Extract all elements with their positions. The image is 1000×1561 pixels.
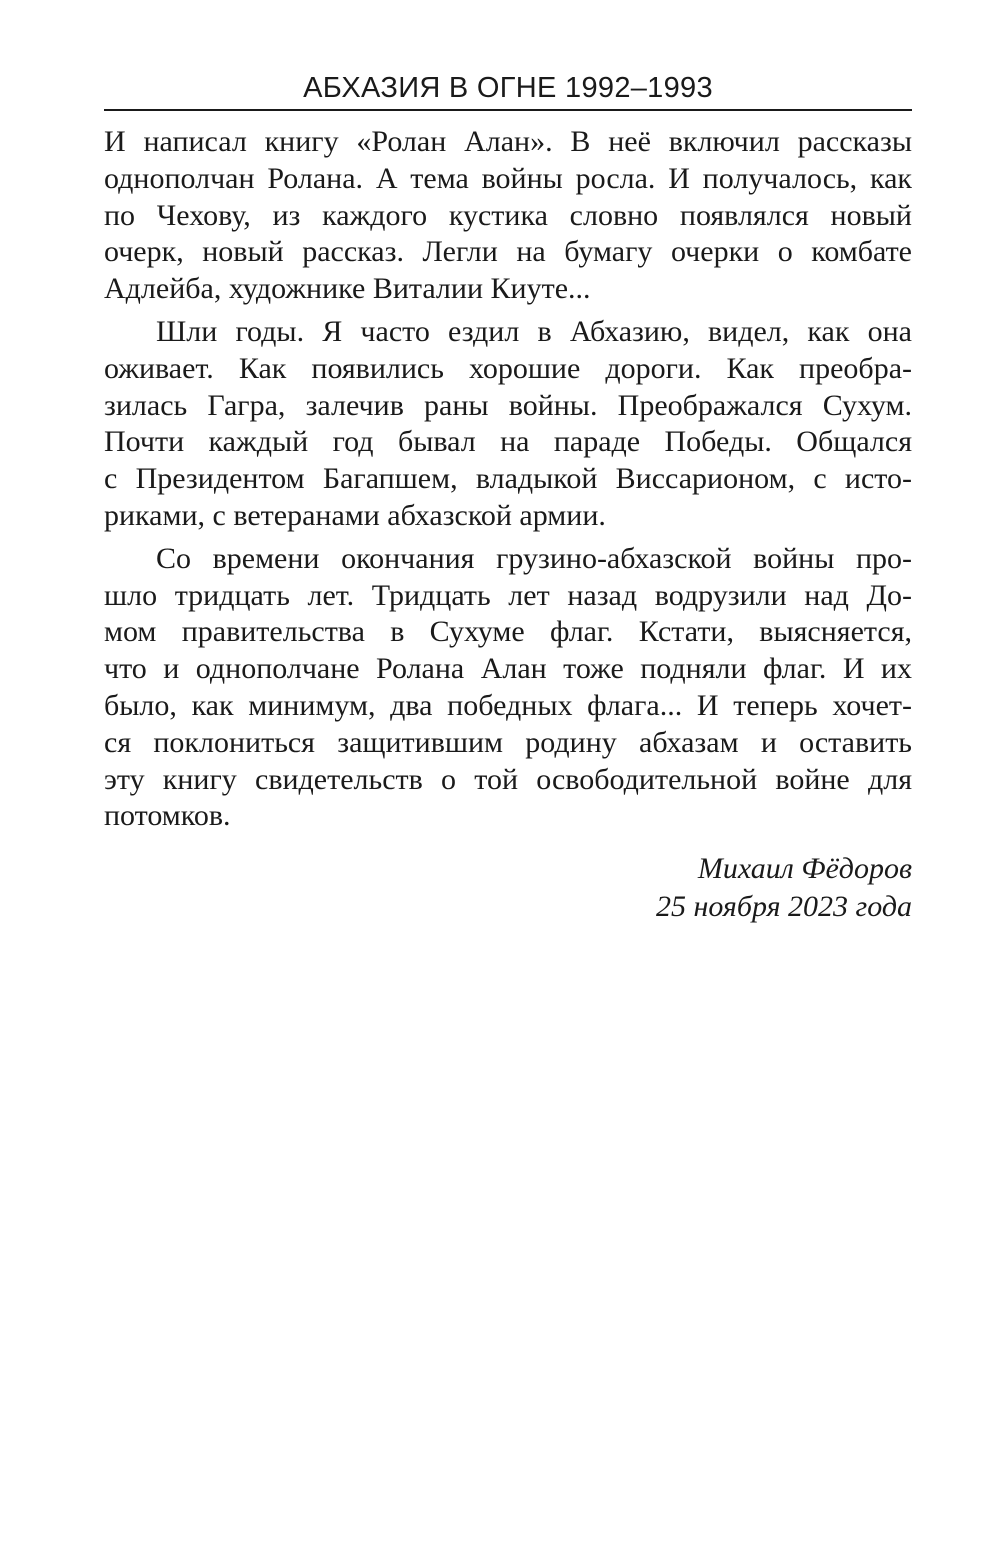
text-line: шло тридцать лет. Тридцать лет назад водрузили над До- <box>104 578 912 612</box>
running-title: АБХАЗИЯ В ОГНЕ 1992–1993 <box>303 72 713 104</box>
paragraph-1 <box>104 124 912 308</box>
text-line: однополчан Ролана. А тема войны росла. И получалось, как <box>104 161 912 195</box>
text-line: ся поклониться защитившим родину абхазам и оставить <box>104 725 912 759</box>
text-line: потомков. <box>104 799 231 833</box>
paragraph-2 <box>104 314 912 535</box>
signature-block <box>104 850 912 926</box>
signature-date: 25 ноября 2023 года <box>655 890 912 923</box>
paragraph-3 <box>104 541 912 835</box>
text-line: зилась Гагра, залечив раны войны. Преображался Сухум. <box>104 388 912 422</box>
text-line: Почти каждый год бывал на параде Победы. Общался <box>104 425 912 459</box>
text-line: Со времени окончания грузино-абхазской войны про- <box>156 541 912 575</box>
body-text <box>104 124 912 835</box>
author-name: Михаил Фёдоров <box>697 852 912 885</box>
text-line: очерк, новый рассказ. Легли на бумагу очерки о комбате <box>104 235 912 269</box>
text-line: Шли годы. Я часто ездил в Абхазию, видел, как она <box>156 314 912 348</box>
text-line: мом правительства в Сухуме флаг. Кстати, выясняется, <box>104 615 912 649</box>
text-line: было, как минимум, два победных флага... И теперь хочет- <box>104 688 912 722</box>
text-line: что и однополчане Ролана Алан тоже подняли флаг. И их <box>104 652 912 686</box>
text-line: оживает. Как появились хорошие дороги. Как преобра- <box>104 351 912 385</box>
text-line: эту книгу свидетельств о той освободительной войне для <box>104 762 912 796</box>
text-line: Адлейба, художнике Виталии Киуте... <box>104 272 591 306</box>
text-line: по Чехову, из каждого кустика словно появлялся новый <box>104 198 912 232</box>
header-rule <box>104 109 912 111</box>
text-line: И написал книгу «Ролан Алан». В неё включил рассказы <box>104 125 912 158</box>
text-line: риками, с ветеранами абхазской армии. <box>104 498 606 532</box>
text-line: с Президентом Багапшем, владыкой Виссарионом, с исто- <box>104 462 912 496</box>
